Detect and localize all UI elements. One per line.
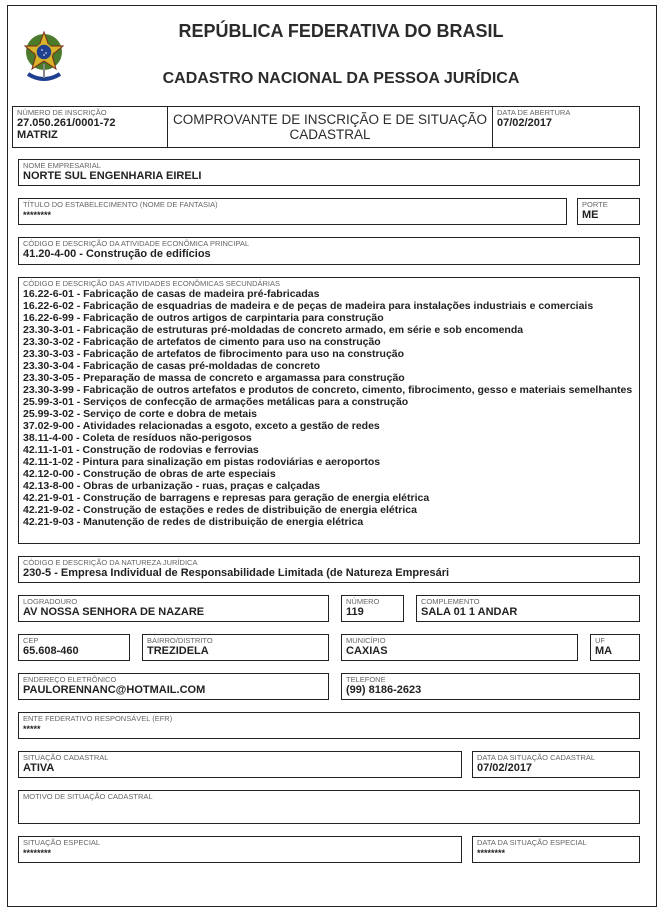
motivo-situacao-field [18,790,640,824]
data-situacao-cadastral-label: DATA DA SITUAÇÃO CADASTRAL [477,753,596,762]
atividade-secundaria-item: 23.30-3-03 - Fabricação de artefatos de fibrocimento para uso na construção [23,348,405,360]
email-label: ENDEREÇO ELETRÔNICO [23,675,117,684]
comprovante-title: COMPROVANTE DE INSCRIÇÃO E DE SITUAÇÃO CADASTRAL [168,107,493,147]
cep-label: CEP [23,636,39,645]
atividade-secundaria-item: 42.21-9-03 - Manutenção de redes de distribuição de energia elétrica [23,516,364,528]
data-situacao-especial-label: DATA DA SITUAÇÃO ESPECIAL [477,838,587,847]
data-situacao-especial-value: ******** [477,848,506,858]
natureza-juridica-value: 230-5 - Empresa Individual de Responsabilidade Limitada (de Natureza Empresári [23,567,450,579]
atividade-secundaria-item: 23.30-3-02 - Fabricação de artefatos de cimento para uso na construção [23,336,381,348]
uf-field [590,634,640,661]
atividades-secundarias-label: CÓDIGO E DESCRIÇÃO DAS ATIVIDADES ECONÔMICAS SECUNDÁRIAS [23,279,280,288]
atividade-secundaria-item: 42.21-9-01 - Construção de barragens e represas para geração de energia elétrica [23,492,430,504]
data-situacao-cadastral-field [472,751,640,778]
nome-fantasia-field [18,198,567,225]
logradouro-field [18,595,329,622]
atividade-secundaria-item: 42.11-1-02 - Pintura para sinalização em pistas rodoviárias e aeroportos [23,456,381,468]
situacao-cadastral-field [18,751,462,778]
porte-value: ME [582,209,599,221]
situacao-especial-field [18,836,462,863]
numero-field [341,595,404,622]
header-subtitle: CADASTRO NACIONAL DA PESSOA JURÍDICA [162,70,520,87]
porte-field [577,198,640,225]
telefone-value: (99) 8186-2623 [346,684,422,696]
inscricao-row [12,106,640,148]
complemento-field [416,595,640,622]
nome-fantasia-value: ******** [23,210,52,220]
atividade-secundaria-item: 25.99-3-01 - Serviços de confecção de armações metálicas para a construção [23,396,409,408]
municipio-field [341,634,578,661]
numero-inscricao-cell [13,107,168,147]
cnpj-value: 27.050.261/0001-72 [17,117,116,129]
situacao-cadastral-label: SITUAÇÃO CADASTRAL [23,753,109,762]
nome-empresarial-label: NOME EMPRESARIAL [23,161,101,170]
data-situacao-especial-field [472,836,640,863]
header-title: REPÚBLICA FEDERATIVA DO BRASIL [178,21,504,41]
atividade-secundaria-item: 42.11-1-01 - Construção de rodovias e ferrovias [23,444,259,456]
atividade-principal-value: 41.20-4-00 - Construção de edifícios [23,248,211,260]
numero-inscricao-label: NÚMERO DE INSCRIÇÃO [17,108,107,117]
complemento-label: COMPLEMENTO [421,597,480,606]
municipio-value: CAXIAS [346,645,388,657]
efr-field [18,712,640,739]
data-abertura-label: DATA DE ABERTURA [497,108,571,117]
atividade-principal-field [18,237,640,265]
atividade-secundaria-item: 38.11-4-00 - Coleta de resíduos não-perigosos [23,432,252,444]
situacao-especial-label: SITUAÇÃO ESPECIAL [23,838,101,847]
atividade-principal-label: CÓDIGO E DESCRIÇÃO DA ATIVIDADE ECONÔMICA PRINCIPAL [23,239,250,248]
nome-fantasia-label: TÍTULO DO ESTABELECIMENTO (NOME DE FANTASIA) [23,200,218,209]
bairro-label: BAIRRO/DISTRITO [147,636,213,645]
atividade-secundaria-item: 42.13-8-00 - Obras de urbanização - ruas, praças e calçadas [23,480,321,492]
motivo-situacao-label: MOTIVO DE SITUAÇÃO CADASTRAL [23,792,153,801]
cep-value: 65.608-460 [23,645,79,657]
atividade-secundaria-item: 37.02-9-00 - Atividades relacionadas a esgoto, exceto a gestão de redes [23,420,380,432]
logradouro-label: LOGRADOURO [23,597,78,606]
atividade-secundaria-item: 42.12-0-00 - Construção de obras de arte especiais [23,468,276,480]
atividade-secundaria-item: 23.30-3-04 - Fabricação de casas pré-moldadas de concreto [23,360,321,372]
atividade-secundaria-item: 23.30-3-05 - Preparação de massa de concreto e argamassa para construção [23,372,405,384]
data-situacao-cadastral-value: 07/02/2017 [477,762,533,774]
efr-value: ***** [23,724,41,734]
atividades-secundarias-field [18,277,640,544]
municipio-label: MUNICÍPIO [346,636,386,645]
telefone-label: TELEFONE [346,675,386,684]
natureza-juridica-label: CÓDIGO E DESCRIÇÃO DA NATUREZA JURÍDICA [23,558,198,567]
complemento-value: SALA 01 1 ANDAR [421,606,518,618]
data-abertura-cell [493,107,639,147]
situacao-especial-value: ******** [23,848,52,858]
email-value: PAULORENNANC@HOTMAIL.COM [23,684,206,696]
bairro-field [142,634,329,661]
atividade-secundaria-item: 23.30-3-99 - Fabricação de outros artefatos e produtos de concreto, cimento, fibrocimento, gesso e materiais semelhantes [23,384,633,396]
telefone-field [341,673,640,700]
natureza-juridica-field [18,556,640,583]
nome-empresarial-field [18,159,640,186]
cep-field [18,634,130,661]
bairro-value: TREZIDELA [147,645,209,657]
atividade-secundaria-item: 25.99-3-02 - Serviço de corte e dobra de metais [23,408,258,420]
tipo-value: MATRIZ [17,129,58,141]
atividades-secundarias-list [23,288,635,528]
atividade-secundaria-item: 42.21-9-02 - Construção de estações e redes de distribuição de energia elétrica [23,504,417,516]
logradouro-value: AV NOSSA SENHORA DE NAZARE [23,606,205,618]
uf-value: MA [595,645,613,657]
data-abertura-value: 07/02/2017 [497,117,553,129]
numero-value: 119 [346,606,364,618]
situacao-cadastral-value: ATIVA [23,762,55,774]
porte-label: PORTE [582,200,608,209]
email-field [18,673,329,700]
atividade-secundaria-item: 16.22-6-99 - Fabricação de outros artigos de carpintaria para construção [23,312,384,324]
numero-label: NÚMERO [346,597,380,606]
atividade-secundaria-item: 23.30-3-01 - Fabricação de estruturas pré-moldadas de concreto armado, em série e sob encomenda [23,324,524,336]
atividade-secundaria-item: 16.22-6-02 - Fabricação de esquadrias de madeira e de peças de madeira para instalações industriais e comerciais [23,300,594,312]
efr-label: ENTE FEDERATIVO RESPONSÁVEL (EFR) [23,714,173,723]
nome-empresarial-value: NORTE SUL ENGENHARIA EIRELI [23,170,202,182]
atividade-secundaria-item: 16.22-6-01 - Fabricação de casas de madeira pré-fabricadas [23,288,320,300]
uf-label: UF [595,636,605,645]
